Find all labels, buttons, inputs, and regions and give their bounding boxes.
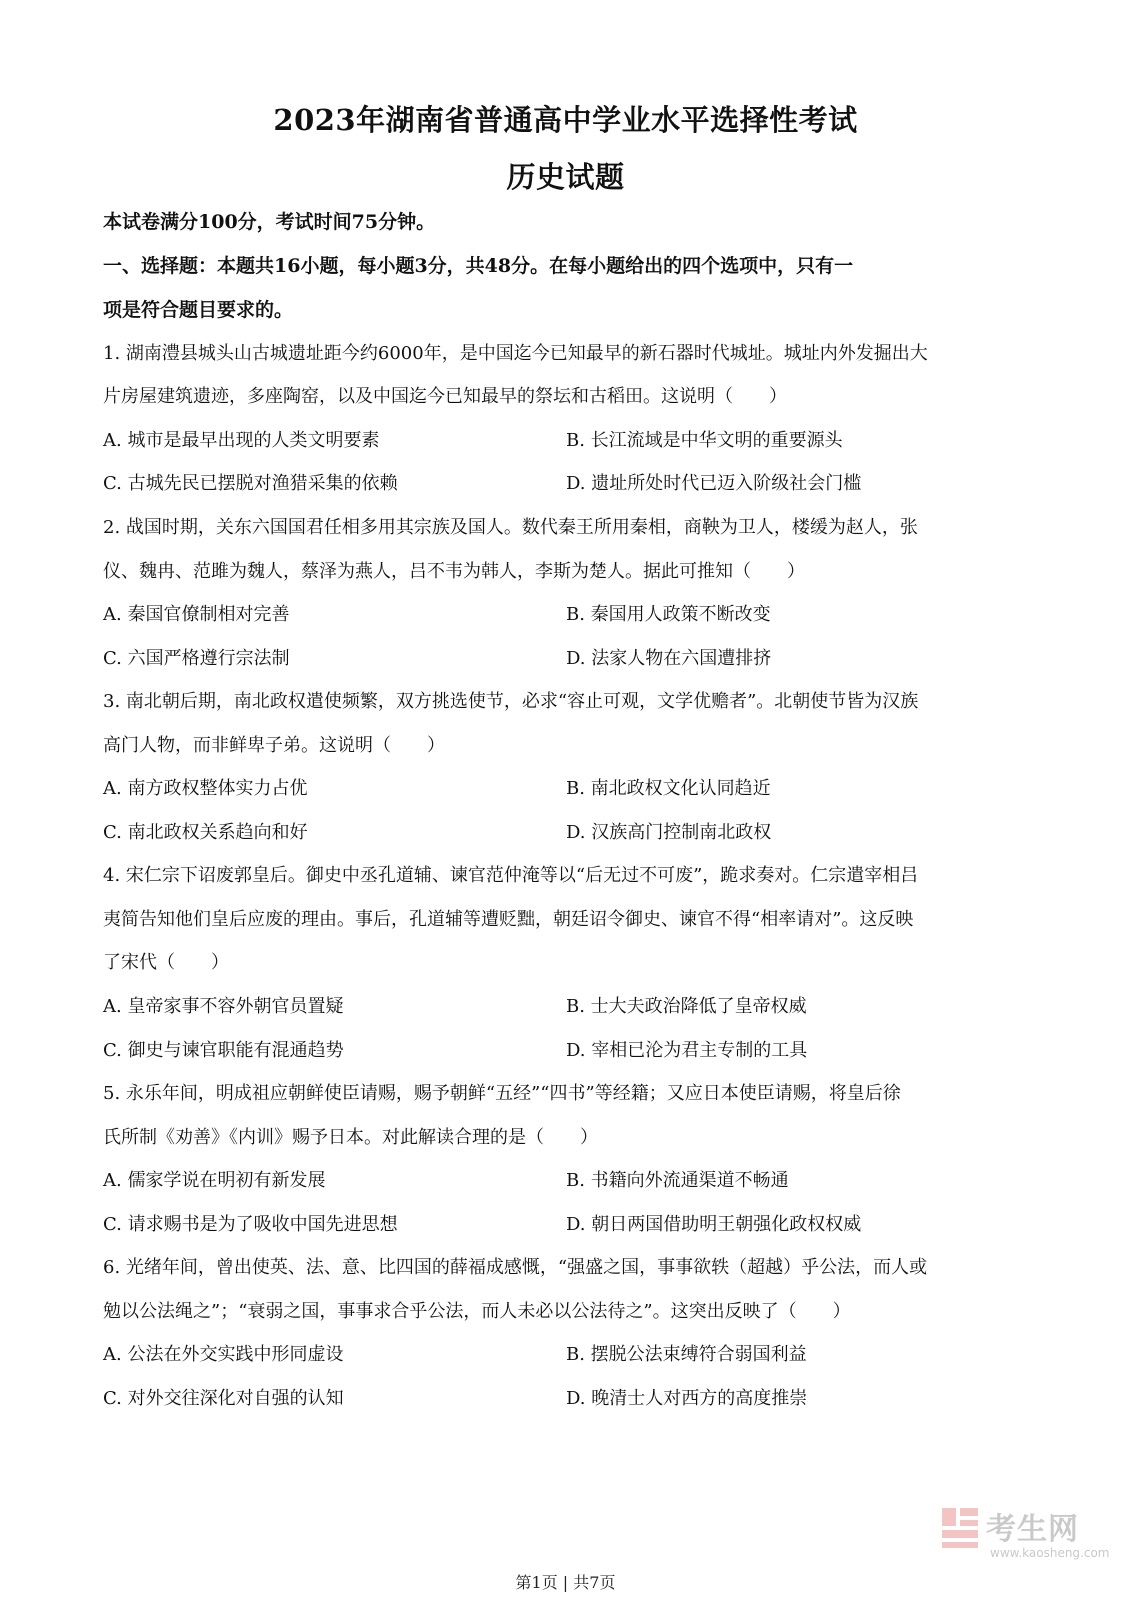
question-6-line-1: 6. 光绪年间，曾出使英、法、意、比四国的薛福成感慨，“强盛之国，事事欲轶（超越）乎公法，而人或 — [103, 1257, 928, 1278]
exam-subtitle: 历史试题 — [506, 160, 625, 194]
watermark-text: 考生网 — [986, 1512, 1079, 1547]
section-heading-line-1: 一、选择题：本题共16小题，每小题3分，共48分。在每小题给出的四个选项中，只有一 — [103, 255, 854, 277]
question-6-option-b: B. 摆脱公法束缚符合弱国利益 — [566, 1344, 807, 1365]
question-3-option-d: D. 汉族高门控制南北政权 — [566, 822, 772, 843]
exam-intro: 本试卷满分100分，考试时间75分钟。 — [103, 211, 436, 233]
question-1-option-a: A. 城市是最早出现的人类文明要素 — [103, 430, 380, 451]
question-5-line-2: 氏所制《劝善》《内训》赐予日本。对此解读合理的是（ ） — [103, 1127, 598, 1148]
section-heading-line-2: 项是符合题目要求的。 — [103, 299, 294, 321]
watermark — [940, 1500, 1120, 1570]
question-1-option-c: C. 古城先民已摆脱对渔猎采集的依赖 — [103, 473, 398, 494]
question-3-line-2: 高门人物，而非鲜卑子弟。这说明（ ） — [103, 735, 445, 756]
question-3-option-b: B. 南北政权文化认同趋近 — [566, 778, 771, 799]
question-4-line-3: 了宋代（ ） — [103, 952, 229, 973]
question-3-option-a: A. 南方政权整体实力占优 — [103, 778, 308, 799]
question-2-option-b: B. 秦国用人政策不断改变 — [566, 604, 771, 625]
exam-title: 2023年湖南省普通高中学业水平选择性考试 — [273, 103, 858, 137]
question-6-option-d: D. 晚清士人对西方的高度推崇 — [566, 1388, 808, 1409]
question-1-line-2: 片房屋建筑遗迹，多座陶窑，以及中国迄今已知最早的祭坛和古稻田。这说明（ ） — [103, 386, 787, 407]
question-2-option-c: C. 六国严格遵行宗法制 — [103, 648, 290, 669]
question-3-line-1: 3. 南北朝后期，南北政权遣使频繁，双方挑选使节，必求“容止可观，文学优赡者”。北朝使节皆为汉族 — [103, 691, 919, 712]
question-6-line-2: 勉以公法绳之”；“衰弱之国，事事求合乎公法，而人未必以公法待之”。这突出反映了（ ） — [103, 1301, 851, 1322]
question-2-line-1: 2. 战国时期，关东六国国君任相多用其宗族及国人。数代秦王所用秦相，商鞅为卫人，楼缓为赵人，张 — [103, 517, 918, 538]
question-5-option-d: D. 朝日两国借助明王朝强化政权权威 — [566, 1214, 862, 1235]
question-1-option-d: D. 遗址所处时代已迈入阶级社会门槛 — [566, 473, 862, 494]
question-6-option-a: A. 公法在外交实践中形同虚设 — [103, 1344, 344, 1365]
question-4-option-d: D. 宰相已沦为君主专制的工具 — [566, 1040, 808, 1061]
question-4-line-2: 夷简告知他们皇后应废的理由。事后，孔道辅等遭贬黜，朝廷诏令御史、谏官不得“相率请对”。这反映 — [103, 909, 914, 930]
watermark-url: www.kaosheng.com — [990, 1546, 1110, 1560]
question-5-option-b: B. 书籍向外流通渠道不畅通 — [566, 1170, 789, 1191]
question-4-option-c: C. 御史与谏官职能有混通趋势 — [103, 1040, 344, 1061]
question-2-line-2: 仪、魏冉、范雎为魏人，蔡泽为燕人，吕不韦为韩人，李斯为楚人。据此可推知（ ） — [103, 561, 805, 582]
question-2-option-a: A. 秦国官僚制相对完善 — [103, 604, 290, 625]
question-1-option-b: B. 长江流域是中华文明的重要源头 — [566, 430, 843, 451]
kaosheng-logo-icon — [940, 1506, 980, 1550]
question-4-option-b: B. 士大夫政治降低了皇帝权威 — [566, 996, 807, 1017]
question-5-option-c: C. 请求赐书是为了吸收中国先进思想 — [103, 1214, 398, 1235]
question-2-option-d: D. 法家人物在六国遭排挤 — [566, 648, 772, 669]
question-1-line-1: 1. 湖南澧县城头山古城遗址距今约6000年，是中国迄今已知最早的新石器时代城址。城址内外发掘出大 — [103, 343, 928, 364]
question-6-option-c: C. 对外交往深化对自强的认知 — [103, 1388, 344, 1409]
page-footer: 第1页 | 共7页 — [515, 1573, 616, 1592]
question-4-line-1: 4. 宋仁宗下诏废郭皇后。御史中丞孔道辅、谏官范仲淹等以“后无过不可废”，跪求奏对。仁宗遣宰相吕 — [103, 865, 919, 886]
question-4-option-a: A. 皇帝家事不容外朝官员置疑 — [103, 996, 344, 1017]
question-3-option-c: C. 南北政权关系趋向和好 — [103, 822, 308, 843]
question-5-line-1: 5. 永乐年间，明成祖应朝鲜使臣请赐，赐予朝鲜“五经”“四书”等经籍；又应日本使臣请赐，将皇后徐 — [103, 1083, 901, 1104]
question-5-option-a: A. 儒家学说在明初有新发展 — [103, 1170, 326, 1191]
